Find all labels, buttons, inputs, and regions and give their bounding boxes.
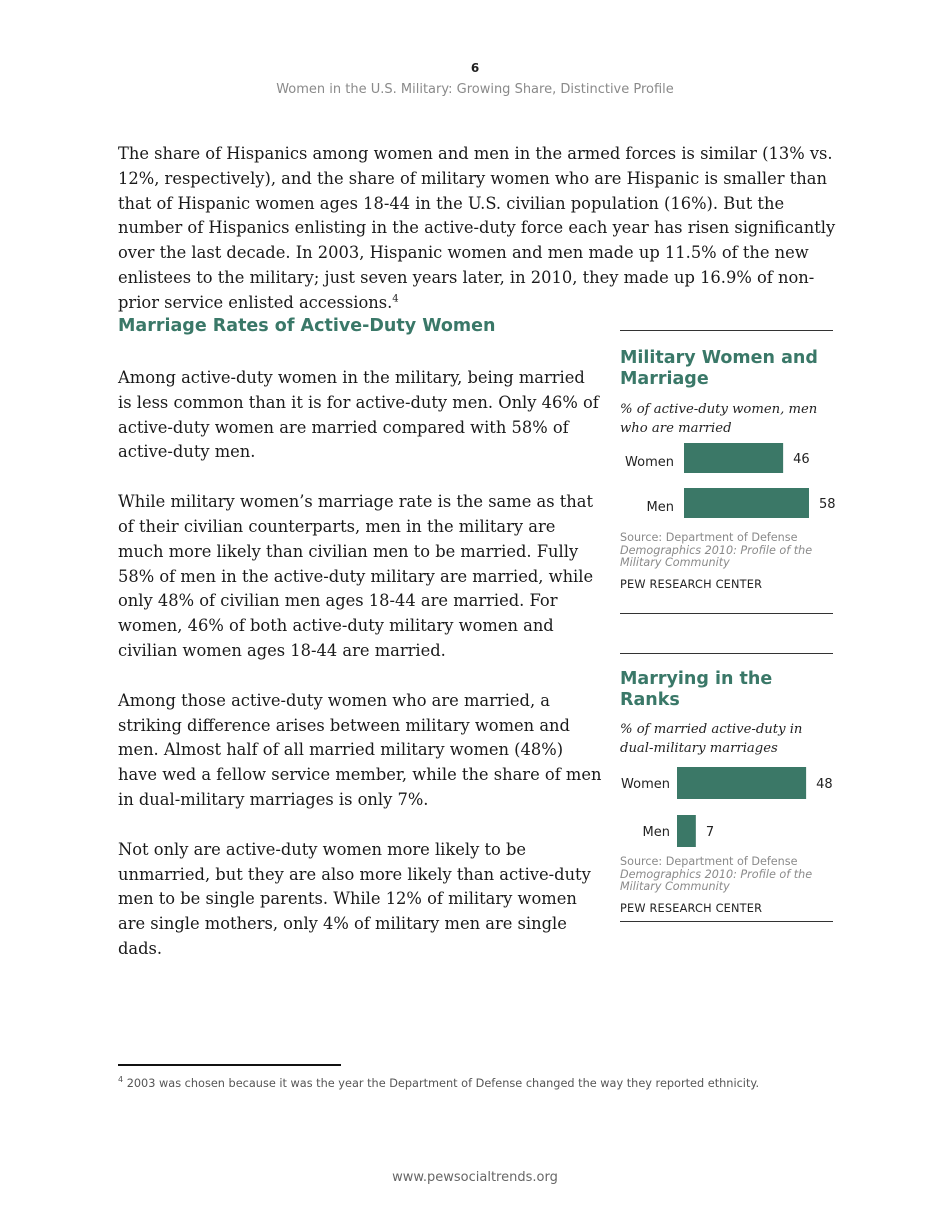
chart-title: Military Women and Marriage (620, 348, 818, 389)
category-label: Men (646, 500, 674, 515)
value-label: 7 (705, 825, 715, 840)
bar (684, 443, 783, 473)
body-paragraph: Among active-duty women in the military, being married is less common than it is for active-duty men. Only 46% of active-duty women are married compared with 58% of active-duty men. (118, 368, 599, 462)
category-label: Women (625, 455, 674, 470)
source-prefix: Source: Department of Defense (620, 855, 798, 868)
source-prefix: Source: Department of Defense (620, 531, 798, 544)
value-label: 48 (816, 777, 833, 792)
running-title: Women in the U.S. Military: Growing Share, Distinctive Profile (276, 82, 674, 97)
chart-marrying-in-ranks (620, 653, 833, 922)
body-paragraph: Not only are active-duty women more likely to be unmarried, but they are also more likely than active-duty men to be single parents. While 12% of military women are single mothers, only 4% of military men are single dads. (118, 839, 591, 958)
value-label: 46 (793, 452, 810, 467)
chart-credit: PEW RESEARCH CENTER (620, 901, 763, 915)
body-paragraph: Among those active-duty women who are married, a striking difference arises between military women and men. Almost half of all married military women (48%) have wed a fellow service member, while the share of men in dual-military marriages is only 7%. (118, 690, 602, 809)
footnote-divider (118, 1064, 341, 1066)
category-label: Men (642, 825, 670, 840)
bar (677, 767, 806, 799)
bar (684, 488, 809, 518)
footnote-text: 2003 was chosen because it was the year the Department of Defense changed the way they reported ethnicity. (126, 1076, 760, 1090)
main-column (118, 366, 603, 987)
chart-source (620, 856, 833, 894)
intro-paragraph (118, 142, 836, 316)
footnote-number: 4 (118, 1075, 124, 1084)
section-title: Marriage Rates of Active-Duty Women (118, 316, 496, 336)
chart-subtitle: % of married active-duty in dual-military marriages (620, 722, 803, 756)
chart-credit: PEW RESEARCH CENTER (620, 577, 763, 591)
footnote-ref[interactable]: 4 (392, 293, 399, 305)
footer-url[interactable]: www.pewsocialtrends.org (392, 1170, 558, 1185)
category-label: Women (621, 777, 670, 792)
source-title: Demographics 2010: Profile of the Military Community (620, 867, 813, 893)
chart-plot (620, 767, 833, 855)
bar (677, 815, 696, 847)
chart-plot (620, 443, 836, 531)
chart-military-women-marriage (620, 330, 836, 614)
chart-source (620, 532, 833, 570)
page-number: 6 (470, 61, 480, 75)
value-label: 58 (818, 497, 836, 512)
intro-text: The share of Hispanics among women and men in the armed forces is similar (13% vs. 12%, respectively), and the share of military women who are Hispanic is smaller than that of Hispanic women ages 18-44 in the U.S. civilian population (16%). But the number of Hispanics enlisting in the active-duty force each year has risen significantly over the last decade. In 2003, Hispanic women and men made up 11.5% of the new enlistees to the military; just seven years later, in 2010, they made up 16.9% of non-prior service enlisted accessions. (118, 144, 836, 312)
source-title: Demographics 2010: Profile of the Military Community (620, 543, 813, 569)
chart-subtitle: % of active-duty women, men who are married (620, 402, 818, 436)
footnote (118, 1075, 759, 1090)
body-paragraph: While military women’s marriage rate is the same as that of their civilian counterparts, men in the military are much more likely than civilian men to be married. Fully 58% of men in the active-duty military are married, while only 48% of civilian men ages 18-44 are married. For women, 46% of both active-duty military women and civilian women ages 18-44 are married. (118, 492, 594, 660)
chart-title: Marrying in the Ranks (620, 669, 773, 710)
